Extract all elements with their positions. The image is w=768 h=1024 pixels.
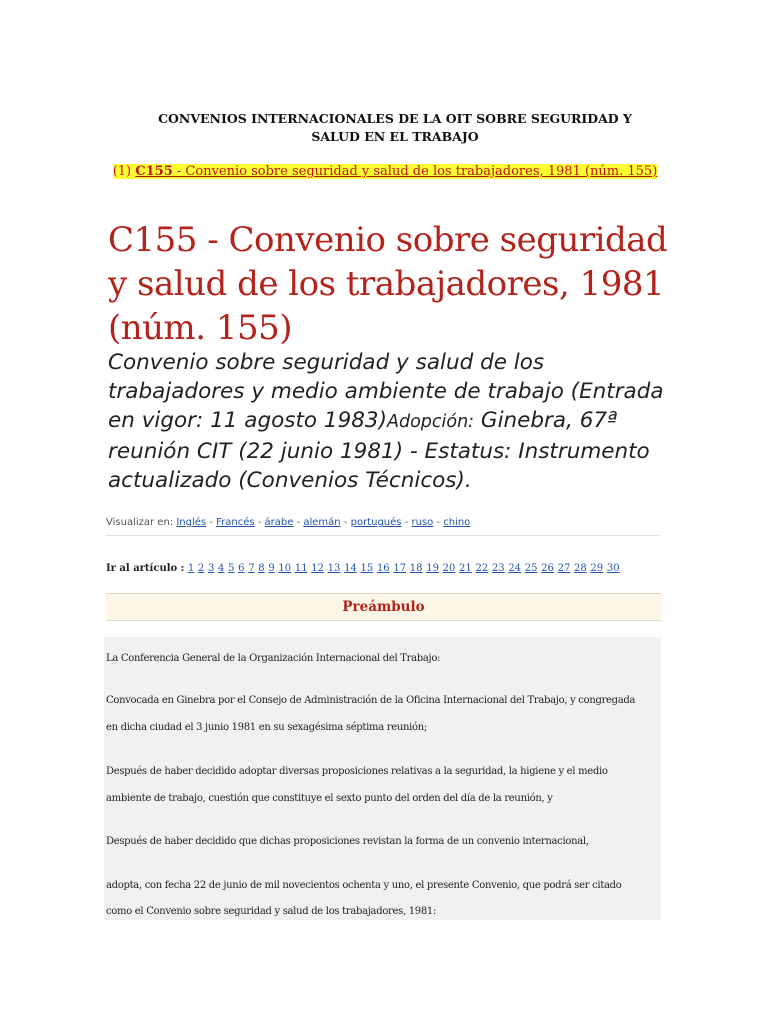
article-link-20[interactable]: 20 (442, 563, 456, 574)
article-link-21[interactable]: 21 (459, 563, 472, 574)
article-link-13[interactable]: 13 (327, 563, 341, 574)
article-link-22[interactable]: 22 (475, 563, 489, 574)
article-link-12[interactable]: 12 (311, 563, 324, 574)
divider (106, 535, 661, 536)
article-link-15[interactable]: 15 (360, 563, 374, 574)
article-nav-label: Ir al artículo : (106, 563, 188, 574)
language-link-arabe[interactable]: árabe (264, 517, 294, 528)
article-link-2[interactable]: 2 (197, 563, 205, 574)
language-link-ruso[interactable]: ruso (411, 517, 434, 528)
article-link-1[interactable]: 1 (187, 563, 195, 574)
article-link-24[interactable]: 24 (508, 563, 522, 574)
language-link-chino[interactable]: chino (443, 517, 471, 528)
paragraph-3-line-1: Después de haber decidido adoptar diversas proposiciones relativas a la seguridad, la higiene y el medio (106, 766, 608, 777)
article-links (188, 563, 620, 574)
paragraph-1: La Conferencia General de la Organización Internacional del Trabajo: (106, 653, 441, 664)
preamble-heading: Preámbulo (106, 593, 661, 621)
article-link-6[interactable]: 6 (238, 563, 245, 574)
article-link-23[interactable]: 23 (491, 563, 505, 574)
article-link-14[interactable]: 14 (344, 563, 357, 574)
reference-highlight (113, 164, 658, 179)
paragraph-2-line-1: Convocada en Ginebra por el Consejo de Administración de la Oficina Internacional del Trabajo, y congregada (106, 695, 636, 706)
article-link-5[interactable]: 5 (228, 563, 235, 574)
article-link-7[interactable]: 7 (248, 563, 255, 574)
article-link-26[interactable]: 26 (541, 563, 554, 574)
article-link-30[interactable]: 30 (606, 563, 620, 574)
article-link-8[interactable]: 8 (258, 563, 265, 574)
article-link-10[interactable]: 10 (278, 563, 292, 574)
page-title-line-1: CONVENIOS INTERNACIONALES DE LA OIT SOBRE SEGURIDAD Y (158, 111, 632, 126)
article-navigation (106, 563, 620, 574)
article-link-27[interactable]: 27 (557, 563, 571, 574)
paragraph-5-line-2: como el Convenio sobre seguridad y salud de los trabajadores, 1981: (106, 906, 437, 917)
article-link-18[interactable]: 18 (409, 563, 423, 574)
paragraph-4: Después de haber decidido que dichas proposiciones revistan la forma de un convenio internacional, (106, 836, 589, 847)
paragraph-2-line-2: en dicha ciudad el 3 junio 1981 en su sexagésima séptima reunión; (106, 722, 427, 733)
language-links: Visualizar en: Inglés - Francés - árabe - alemán - portugués - ruso - chino (106, 517, 471, 528)
article-link-28[interactable]: 28 (574, 563, 587, 574)
language-link-aleman[interactable]: alemán (303, 517, 341, 528)
convention-subtitle (108, 348, 668, 495)
language-link-ingles[interactable]: Inglés (176, 517, 207, 528)
page-title (140, 110, 650, 146)
page-title-line-2: SALUD EN EL TRABAJO (311, 129, 479, 144)
article-link-25[interactable]: 25 (524, 563, 538, 574)
reference-code: C155 (135, 164, 173, 179)
paragraph-5-line-1: adopta, con fecha 22 de junio de mil novecientos ochenta y uno, el presente Convenio, que podrá ser citado (106, 880, 622, 891)
paragraph-3-line-2: ambiente de trabajo, cuestión que constituye el sexto punto del orden del día de la reunión, y (106, 793, 553, 804)
article-link-3[interactable]: 3 (207, 563, 215, 574)
convention-reference (110, 164, 660, 179)
reference-text: - Convenio sobre seguridad y salud de los trabajadores, 1981 (núm. 155) (172, 164, 658, 179)
language-label: Visualizar en: (106, 517, 177, 528)
preamble-text-box (104, 637, 661, 920)
article-link-19[interactable]: 19 (426, 563, 439, 574)
reference-link[interactable] (135, 164, 657, 179)
subtitle-rest: Ginebra, 67ª reunión CIT (22 junio 1981) - Estatus: Instrumento actualizado (Convenios Técnicos). (108, 408, 650, 493)
article-link-29[interactable]: 29 (590, 563, 604, 574)
reference-number: (1) (112, 164, 132, 179)
language-link-frances[interactable]: Francés (216, 517, 255, 528)
article-link-9[interactable]: 9 (268, 563, 275, 574)
subtitle-adoption: Adopción: (387, 412, 475, 432)
article-link-11[interactable]: 11 (294, 563, 308, 574)
convention-title: C155 - Convenio sobre seguridad y salud de los trabajadores, 1981 (núm. 155) (108, 220, 668, 348)
article-link-16[interactable]: 16 (376, 563, 390, 574)
article-link-4[interactable]: 4 (218, 563, 225, 574)
subtitle-main: Convenio sobre seguridad y salud de los trabajadores y medio ambiente de trabajo (Entrada en vigor: 11 agosto 1983) (108, 350, 664, 433)
language-link-portugues[interactable]: portugués (350, 517, 402, 528)
article-link-17[interactable]: 17 (393, 563, 407, 574)
